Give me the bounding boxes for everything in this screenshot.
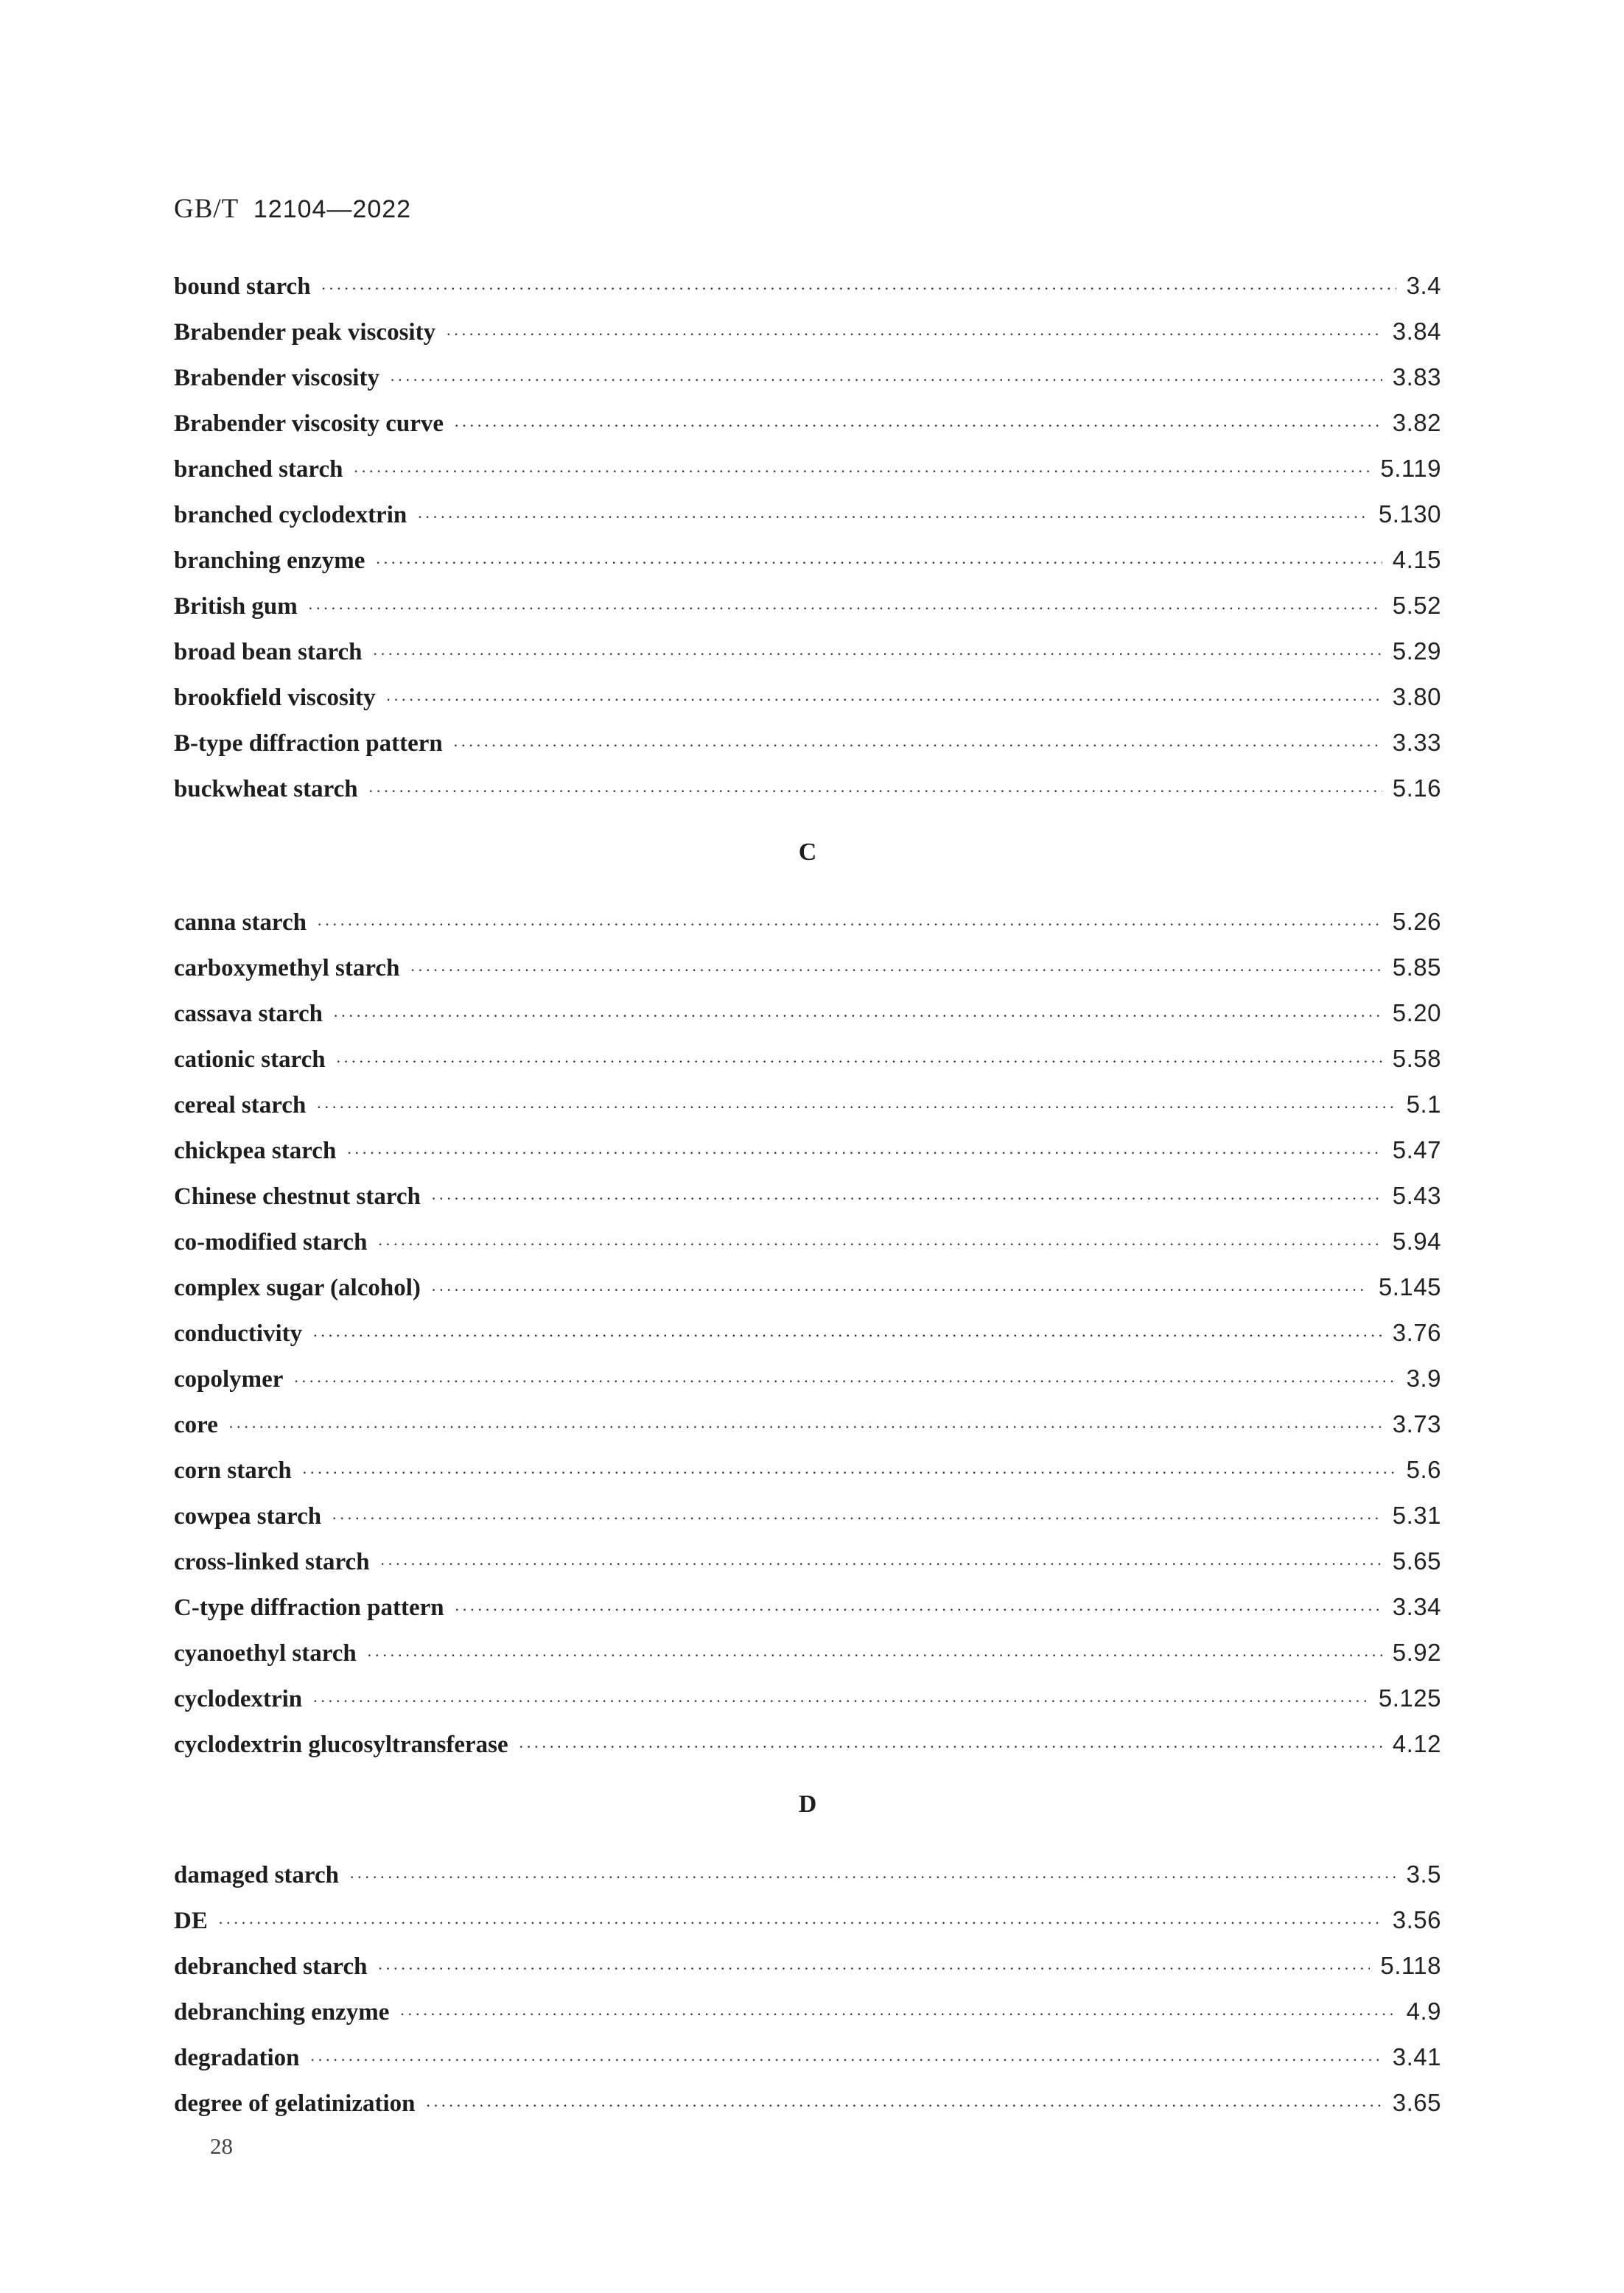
clause-ref: 5.20	[1392, 999, 1441, 1026]
dot-leader	[308, 586, 1382, 631]
clause-ref: 5.52	[1392, 592, 1441, 619]
dot-leader	[332, 1496, 1382, 1541]
index-term: chickpea starch	[174, 1138, 337, 1164]
clause-ref: 5.47	[1392, 1136, 1441, 1163]
dot-leader	[321, 266, 1396, 312]
clause-ref: 3.80	[1392, 683, 1441, 710]
dot-leader	[368, 769, 1382, 814]
clause-ref: 5.125	[1378, 1684, 1441, 1712]
index-term: Chinese chestnut starch	[174, 1183, 421, 1210]
dot-leader	[431, 1267, 1368, 1313]
section-letter-d: D	[798, 1790, 817, 1818]
clause-ref: 3.9	[1406, 1365, 1441, 1392]
clause-ref: 5.43	[1392, 1182, 1441, 1209]
index-term: brookfield viscosity	[174, 685, 376, 711]
index-entry	[174, 899, 1441, 945]
clause-ref: 5.85	[1392, 953, 1441, 981]
index-entry	[174, 766, 1441, 811]
standard-code: GB/T	[174, 194, 239, 224]
index-term: canna starch	[174, 909, 307, 936]
standard-header	[174, 193, 411, 225]
index-term: damaged starch	[174, 1862, 339, 1888]
index-term: core	[174, 1412, 218, 1438]
index-entry	[174, 1356, 1441, 1401]
index-term: branching enzyme	[174, 547, 365, 574]
index-entry	[174, 1173, 1441, 1219]
index-term: cross-linked starch	[174, 1549, 370, 1575]
index-entry	[174, 1264, 1441, 1310]
dot-leader	[228, 1404, 1382, 1450]
dot-leader	[346, 1130, 1382, 1176]
dot-leader	[377, 1222, 1382, 1267]
index-term: B-type diffraction pattern	[174, 730, 443, 757]
index-entry	[174, 1630, 1441, 1676]
dot-leader	[390, 357, 1382, 403]
index-term: cyclodextrin	[174, 1686, 303, 1712]
index-entry	[174, 1538, 1441, 1584]
dot-leader	[218, 1900, 1382, 1946]
index-term: Brabender peak viscosity	[174, 319, 436, 346]
dot-leader	[380, 1541, 1382, 1587]
index-entry	[174, 354, 1441, 400]
dot-leader	[312, 1678, 1368, 1724]
index-term: broad bean starch	[174, 639, 363, 665]
clause-ref: 3.56	[1392, 1906, 1441, 1933]
index-term: carboxymethyl starch	[174, 955, 400, 981]
index-term: British gum	[174, 593, 298, 620]
clause-ref: 5.145	[1378, 1273, 1441, 1300]
clause-ref: 5.26	[1392, 908, 1441, 935]
dot-leader	[312, 1313, 1382, 1359]
index-entry	[174, 1584, 1441, 1630]
index-entry	[174, 1676, 1441, 1721]
index-term: cationic starch	[174, 1046, 326, 1073]
clause-ref: 3.65	[1392, 2089, 1441, 2116]
index-term: conductivity	[174, 1320, 303, 1347]
index-entry	[174, 629, 1441, 674]
index-entry	[174, 1401, 1441, 1447]
index-entry	[174, 1989, 1441, 2034]
index-entry	[174, 1447, 1441, 1493]
index-term: co-modified starch	[174, 1229, 368, 1256]
index-entry	[174, 720, 1441, 766]
index-term: debranching enzyme	[174, 1999, 390, 2026]
index-entry	[174, 1127, 1441, 1173]
index-term: degree of gelatinization	[174, 2090, 416, 2117]
clause-ref: 3.73	[1392, 1410, 1441, 1438]
index-term: C-type diffraction pattern	[174, 1594, 444, 1621]
dot-leader	[349, 1855, 1396, 1900]
clause-ref: 5.16	[1392, 774, 1441, 802]
dot-leader	[453, 723, 1382, 769]
clause-ref: 4.12	[1392, 1730, 1441, 1757]
clause-ref: 3.34	[1392, 1593, 1441, 1620]
section-letter-c: C	[798, 839, 817, 866]
dot-leader	[302, 1450, 1396, 1496]
index-term: Brabender viscosity curve	[174, 410, 444, 437]
clause-ref: 4.9	[1406, 1998, 1441, 2025]
page-number: 28	[210, 2133, 233, 2159]
index-term: debranched starch	[174, 1953, 368, 1980]
clause-ref: 3.5	[1406, 1860, 1441, 1888]
dot-leader	[333, 993, 1382, 1039]
dot-leader	[373, 631, 1382, 677]
clause-ref: 5.31	[1392, 1502, 1441, 1529]
index-entry	[174, 400, 1441, 446]
index-entry	[174, 491, 1441, 537]
clause-ref: 3.76	[1392, 1319, 1441, 1346]
clause-ref: 5.130	[1378, 500, 1441, 528]
clause-ref: 5.29	[1392, 637, 1441, 665]
dot-leader	[378, 1946, 1371, 1992]
index-term: cereal starch	[174, 1092, 307, 1119]
index-term: degradation	[174, 2045, 300, 2071]
clause-ref: 3.41	[1392, 2043, 1441, 2070]
index-term: complex sugar (alcohol)	[174, 1275, 421, 1301]
index-term: DE	[174, 1908, 208, 1934]
clause-ref: 5.119	[1380, 455, 1441, 482]
index-entry	[174, 537, 1441, 583]
dot-leader	[399, 1992, 1396, 2037]
clause-ref: 5.118	[1380, 1952, 1441, 1979]
dot-leader	[426, 2083, 1382, 2129]
dot-leader	[310, 2037, 1382, 2083]
index-term: buckwheat starch	[174, 776, 358, 802]
index-term: branched cyclodextrin	[174, 502, 407, 528]
standard-number: 12104—2022	[253, 195, 412, 223]
index-entry	[174, 674, 1441, 720]
index-entry	[174, 1943, 1441, 1989]
clause-ref: 5.6	[1406, 1456, 1441, 1483]
dot-leader	[519, 1724, 1382, 1770]
dot-leader	[316, 1085, 1396, 1130]
clause-ref: 3.33	[1392, 729, 1441, 756]
index-term: cassava starch	[174, 1001, 323, 1027]
index-entry	[174, 1036, 1441, 1082]
index-term: cowpea starch	[174, 1503, 322, 1530]
index-term: copolymer	[174, 1366, 284, 1393]
clause-ref: 3.4	[1406, 272, 1441, 299]
index-entry	[174, 1897, 1441, 1943]
index-term: cyanoethyl starch	[174, 1640, 357, 1667]
index-entry	[174, 583, 1441, 629]
index-term: cyclodextrin glucosyltransferase	[174, 1732, 508, 1758]
dot-leader	[455, 1587, 1382, 1633]
dot-leader	[354, 449, 1371, 494]
clause-ref: 3.82	[1392, 409, 1441, 436]
index-entry	[174, 1082, 1441, 1127]
index-entry	[174, 945, 1441, 990]
clause-ref: 3.84	[1392, 318, 1441, 345]
index-term: branched starch	[174, 456, 343, 483]
index-term: bound starch	[174, 273, 311, 300]
clause-ref: 3.83	[1392, 363, 1441, 391]
dot-leader	[410, 948, 1382, 993]
dot-leader	[417, 494, 1368, 540]
index-entry	[174, 309, 1441, 354]
clause-ref: 5.1	[1406, 1091, 1441, 1118]
index-entry	[174, 1852, 1441, 1897]
clause-ref: 5.65	[1392, 1547, 1441, 1575]
dot-leader	[317, 902, 1382, 948]
clause-ref: 5.92	[1392, 1639, 1441, 1666]
index-entry	[174, 1721, 1441, 1767]
index-group-c	[174, 899, 1441, 1767]
dot-leader	[386, 677, 1382, 723]
clause-ref: 5.58	[1392, 1045, 1441, 1072]
dot-leader	[367, 1633, 1382, 1678]
index-entry	[174, 1219, 1441, 1264]
index-entry	[174, 1310, 1441, 1356]
index-entry	[174, 2080, 1441, 2126]
index-term: Brabender viscosity	[174, 365, 379, 391]
dot-leader	[431, 1176, 1382, 1222]
dot-leader	[446, 312, 1382, 357]
dot-leader	[454, 403, 1382, 449]
dot-leader	[336, 1039, 1382, 1085]
clause-ref: 4.15	[1392, 546, 1441, 573]
index-group-d	[174, 1852, 1441, 2126]
index-entry	[174, 446, 1441, 491]
clause-ref: 5.94	[1392, 1228, 1441, 1255]
index-group-b	[174, 263, 1441, 811]
index-term: corn starch	[174, 1457, 292, 1484]
index-entry	[174, 990, 1441, 1036]
index-entry	[174, 2034, 1441, 2080]
index-entry	[174, 263, 1441, 309]
dot-leader	[293, 1359, 1396, 1404]
index-entry	[174, 1493, 1441, 1538]
dot-leader	[375, 540, 1382, 586]
